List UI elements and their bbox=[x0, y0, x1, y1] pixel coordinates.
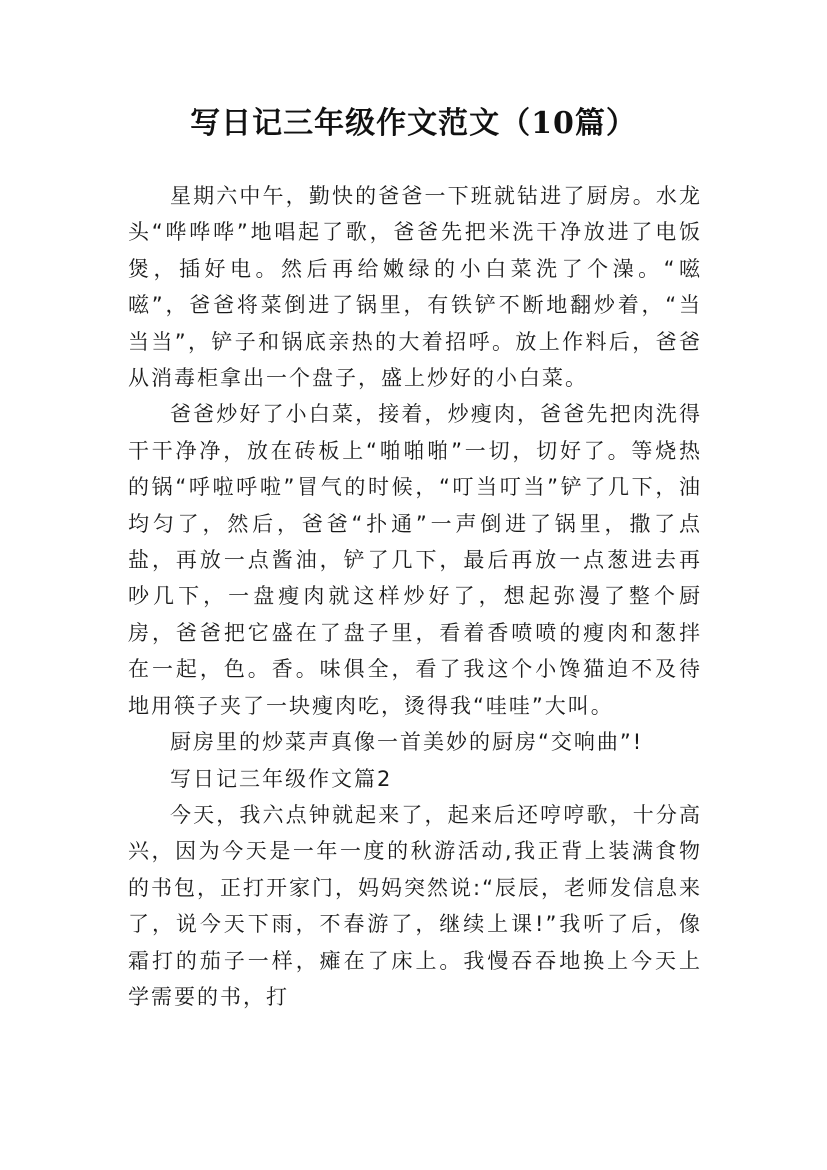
paragraph: 今天，我六点钟就起来了，起来后还哼哼歌，十分高兴，因为今天是一年一度的秋游活动,我正背上装满食物的书包，正打开家门，妈妈突然说:“辰辰，老师发信息来了，说今天下雨，不春游了，继续上课!”我听了后，像霜打的茄子一样，瘫在了床上。我慢吞吞地换上今天上学需要的书，打 bbox=[128, 802, 702, 1009]
paragraph: 星期六中午，勤快的爸爸一下班就钻进了厨房。水龙头“哗哗哗”地唱起了歌，爸爸先把米洗干净放进了电饭煲，插好电。然后再给嫩绿的小白菜洗了个澡。“嗞嗞”，爸爸将菜倒进了锅里，有铁铲不断地翻炒着，“当当当”，铲子和锅底亲热的大着招呼。放上作料后，爸爸从消毒柜拿出一个盘子，盛上炒好的小白菜。 bbox=[128, 184, 702, 391]
section-heading: 写日记三年级作文篇2 bbox=[170, 766, 393, 791]
paragraph: 爸爸炒好了小白菜，接着，炒瘦肉，爸爸先把肉洗得干干净净，放在砖板上“啪啪啪”一切，切好了。等烧热的锅“呼啦呼啦”冒气的时候，“叮当叮当”铲了几下，油均匀了，然后，爸爸“扑通”一声倒进了锅里，撒了点盐，再放一点酱油，铲了几下，最后再放一点葱进去再吵几下，一盘瘦肉就这样炒好了，想起弥漫了整个厨房，爸爸把它盛在了盘子里，看着香喷喷的瘦肉和葱拌在一起，色。香。味俱全，看了我这个小馋猫迫不及待地用筷子夹了一块瘦肉吃，烫得我“哇哇”大叫。 bbox=[128, 402, 702, 718]
paragraph: 厨房里的炒菜声真像一首美妙的厨房“交响曲”! bbox=[170, 730, 644, 755]
document-title: 写日记三年级作文范文（10篇） bbox=[190, 106, 637, 141]
document-body bbox=[128, 178, 702, 1015]
